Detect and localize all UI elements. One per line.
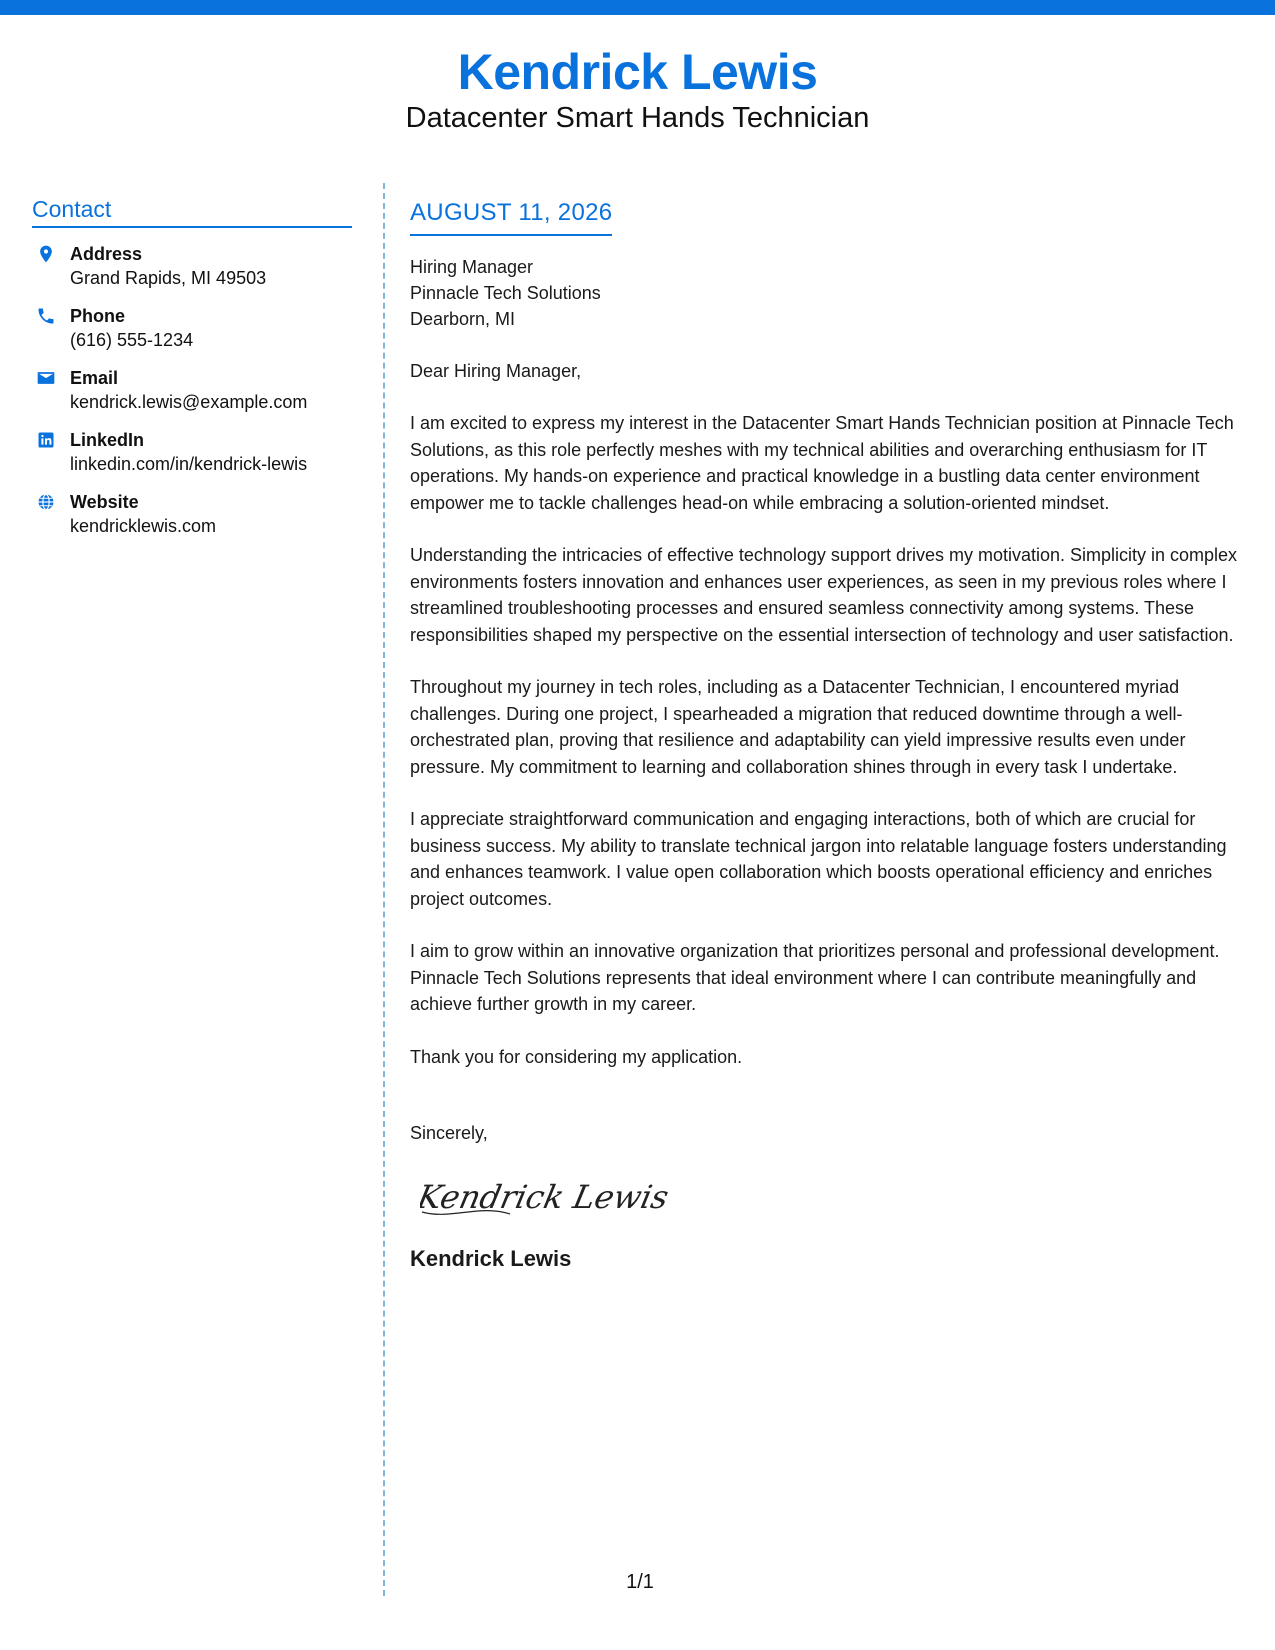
- paragraph: Throughout my journey in tech roles, including as a Datacenter Technician, I encountered myriad challenges. During one project, I spearheaded a migration that reduced downtime through a well-orchestrated plan, proving that resilience and adaptability can yield impressive results even under pressure. My commitment to learning and collaboration shines through in every task I undertake.: [410, 677, 1186, 777]
- letter-body: [410, 198, 1250, 1273]
- contact-heading: Contact: [32, 195, 352, 228]
- contact-value: Grand Rapids, MI 49503: [70, 268, 267, 288]
- contact-website: [32, 490, 352, 538]
- handwritten-signature: [420, 1168, 670, 1228]
- job-title: Datacenter Smart Hands Technician: [405, 102, 870, 134]
- contact-label: Phone: [70, 306, 126, 326]
- contact-linkedin: [32, 428, 352, 476]
- sidebar: [32, 195, 352, 552]
- contact-label: Address: [70, 244, 143, 264]
- paragraph: I aim to grow within an innovative organization that prioritizes personal and professional development. Pinnacle Tech Solutions represents that ideal environment where I can contribute meaningfully and achieve further growth in my career.: [410, 941, 1220, 1014]
- contact-email: [32, 366, 352, 414]
- contact-address: [32, 242, 352, 290]
- contact-phone: [32, 304, 352, 352]
- email-icon: [36, 368, 56, 388]
- paragraph: I am excited to express my interest in the Datacenter Smart Hands Technician position at Pinnacle Tech Solutions, as this role perfectly meshes with my technical abilities and overarching enthusiasm for IT operations. My hands-on experience and practical knowledge in a bustling data center environment empower me to tackle challenges head-on while embracing a solution-oriented mindset.: [410, 413, 1234, 513]
- contact-value[interactable]: kendricklewis.com: [70, 516, 217, 536]
- paragraph: I appreciate straightforward communication and engaging interactions, both of which are crucial for business success. My ability to translate technical jargon into relatable language fosters understanding and enhances teamwork. I value open collaboration which boosts operational efficiency and enriches project outcomes.: [410, 809, 1227, 909]
- contact-value: (616) 555-1234: [70, 330, 194, 350]
- contact-label: LinkedIn: [70, 430, 145, 450]
- recipient-line: Hiring Manager: [410, 257, 534, 277]
- column-divider: [383, 183, 385, 1596]
- globe-icon: [36, 492, 56, 512]
- contact-list: [32, 242, 352, 538]
- recipient-line: Pinnacle Tech Solutions: [410, 283, 601, 303]
- paragraph: Understanding the intricacies of effective technology support drives my motivation. Simplicity in complex environments fosters innovation and enhances user experiences, as seen in my previous roles where I streamlined troubleshooting processes and ensured seamless connectivity among systems. These responsibilities shaped my perspective on the essential intersection of technology and user satisfaction.: [410, 545, 1238, 645]
- phone-icon: [36, 306, 56, 326]
- linkedin-icon: [36, 430, 56, 450]
- closing: Sincerely,: [410, 1123, 488, 1143]
- paragraph: Thank you for considering my application.: [410, 1046, 743, 1067]
- signatory-name: Kendrick Lewis: [410, 1246, 572, 1271]
- contact-label: Website: [70, 492, 139, 512]
- recipient-line: Dearborn, MI: [410, 309, 516, 329]
- recipient-block: [410, 254, 1250, 332]
- contact-value[interactable]: kendrick.lewis@example.com: [70, 392, 308, 412]
- greeting: Dear Hiring Manager,: [410, 361, 582, 381]
- contact-value[interactable]: linkedin.com/in/kendrick-lewis: [70, 454, 308, 474]
- letter-date: AUGUST 11, 2026: [410, 198, 612, 236]
- map-pin-icon: [36, 244, 56, 264]
- page-number: 1/1: [626, 1571, 654, 1593]
- signature-text: Kendrick Lewis: [420, 1178, 670, 1216]
- top-accent-bar: [0, 0, 1275, 15]
- header: [0, 44, 1275, 136]
- contact-label: Email: [70, 368, 119, 388]
- applicant-name: Kendrick Lewis: [457, 44, 818, 100]
